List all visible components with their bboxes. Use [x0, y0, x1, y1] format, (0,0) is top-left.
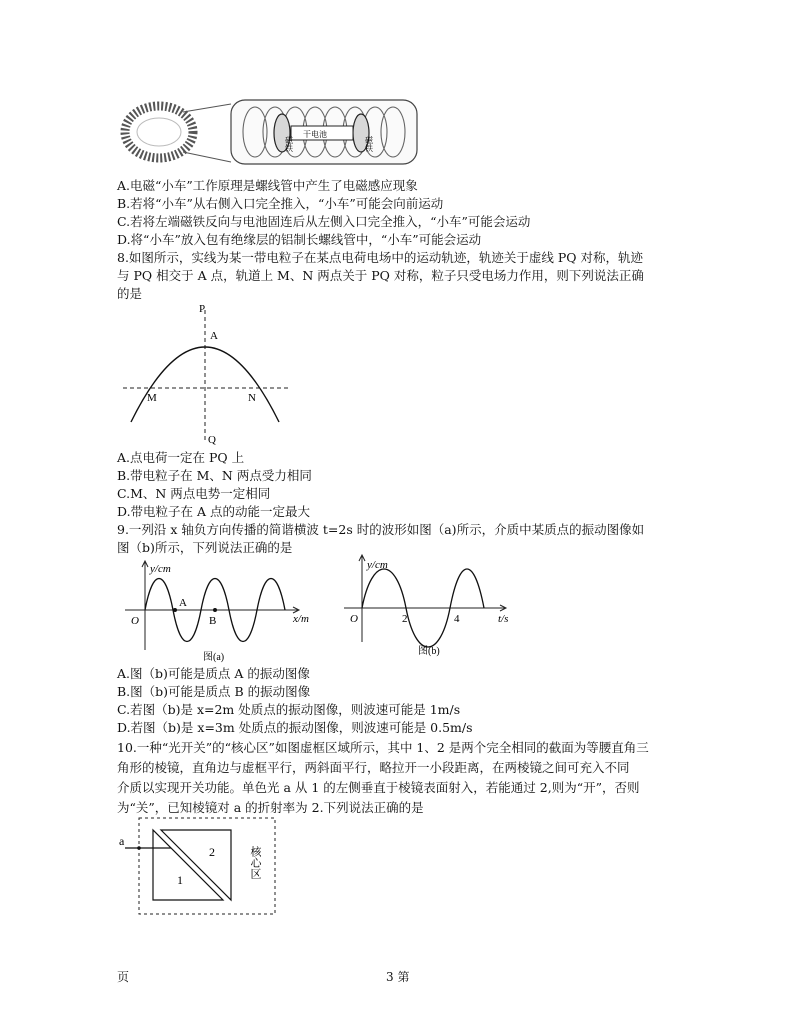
- q9-stem-line-1: 9.一列沿 x 轴负方向传播的简谐横波 t=2s 时的波形如图（a)所示，介质中某质点的振动图像如: [117, 522, 645, 537]
- q9-option-d: D.若图（b)是 x=3m 处质点的振动图像，则波速可能是 0.5m/s: [117, 720, 473, 735]
- q9-option-c: C.若图（b)是 x=2m 处质点的振动图像，则波速可能是 1m/s: [117, 702, 461, 717]
- fig-a-ylabel: y/cm: [150, 563, 171, 575]
- q8-stem-line-3: 的是: [117, 286, 143, 301]
- footer-left: 页: [117, 970, 130, 984]
- prism-2: [161, 830, 231, 900]
- prism-1: [153, 830, 223, 900]
- q10-stem-line-3: 介质以实现开关功能。单色光 a 从 1 的左侧垂直于棱镜表面射入，若能通过 2,则为“开”，否则: [117, 780, 640, 795]
- point-a-marker: [173, 608, 177, 612]
- fig-b-tick-2: 2: [402, 613, 408, 625]
- label-p: P: [199, 303, 206, 315]
- q8-stem-line-2: 与 PQ 相交于 A 点，轨道上 M、N 两点关于 PQ 对称，粒子只受电场力作用，则下列说法正确: [117, 268, 644, 283]
- q7-option-d: D.将“小车”放入包有绝缘层的铝制长螺线管中，“小车”可能会运动: [117, 232, 482, 247]
- prism-2-label: 2: [209, 845, 215, 859]
- label-n: N: [248, 392, 256, 404]
- label-a: A: [210, 330, 218, 342]
- label-q: Q: [208, 434, 216, 446]
- q8-stem-line-1: 8.如图所示，实线为某一带电粒子在某点电荷电场中的运动轨迹，轨迹关于虚线 PQ 对称，轨迹: [117, 250, 644, 265]
- label-m: M: [147, 392, 157, 404]
- battery-label: 干电池: [303, 130, 327, 139]
- ray-entry-point: [137, 846, 141, 850]
- q7-option-a: A.电磁“小车”工作原理是螺线管中产生了电磁感应现象: [117, 178, 418, 193]
- trajectory-figure: [117, 302, 297, 447]
- q8-option-d: D.带电粒子在 A 点的动能一定最大: [117, 504, 311, 519]
- q10-stem-line-1: 10.一种“光开关”的“核心区”如图虚框区域所示，其中 1、2 是两个完全相同的截面为等腰直角三: [117, 740, 649, 755]
- coil-car-figure: [117, 96, 422, 168]
- fig-a-xlabel: x/m: [293, 613, 309, 625]
- fig-a-label-a: A: [179, 597, 187, 609]
- q8-option-b: B.带电粒子在 M、N 两点受力相同: [117, 468, 312, 483]
- fig-a-caption: 图(a): [203, 652, 225, 663]
- q8-option-a: A.点电荷一定在 PQ 上: [117, 450, 245, 465]
- core-region-label: 核心区: [249, 846, 261, 879]
- q9-stem-line-2: 图（b)所示，下列说法正确的是: [117, 540, 293, 555]
- fig-b-caption: 图(b): [418, 646, 440, 657]
- q7-option-c: C.若将左端磁铁反向与电池固连后从左侧入口完全推入，“小车”可能会运动: [117, 214, 531, 229]
- coiled-spring-ring: [125, 106, 193, 158]
- q8-option-c: C.M、N 两点电势一定相同: [117, 486, 271, 501]
- prism-1-label: 1: [177, 873, 183, 887]
- wave-figure-b: [340, 552, 530, 662]
- point-b-marker: [213, 608, 217, 612]
- q10-stem-line-2: 角形的棱镜，直角边与虚框平行，两斜面平行，略拉开一小段距离，在两棱镜之间可充入不同: [117, 760, 630, 775]
- q7-option-b: B.若将“小车”从右侧入口完全推入，“小车”可能会向前运动: [117, 196, 444, 211]
- left-magnet-label: 磁铁: [284, 136, 294, 152]
- fig-b-origin: O: [350, 613, 358, 625]
- fig-a-origin: O: [131, 615, 139, 627]
- fig-b-ylabel: y/cm: [367, 559, 388, 571]
- fig-b-xlabel: t/s: [498, 613, 509, 625]
- right-magnet-label: 磁铁: [364, 136, 374, 152]
- q10-stem-line-4: 为“关”，已知棱镜对 a 的折射率为 2.下列说法正确的是: [117, 800, 424, 815]
- optical-switch-figure: [117, 812, 282, 922]
- q9-option-a: A.图（b)可能是质点 A 的振动图像: [117, 666, 310, 681]
- q9-option-b: B.图（b)可能是质点 B 的振动图像: [117, 684, 311, 699]
- fig-a-label-b: B: [209, 615, 217, 627]
- ray-label-a: a: [119, 834, 125, 848]
- fig-b-tick-4: 4: [454, 613, 460, 625]
- footer-page-number: 3 第: [386, 970, 410, 984]
- wave-figure-a: [117, 558, 327, 663]
